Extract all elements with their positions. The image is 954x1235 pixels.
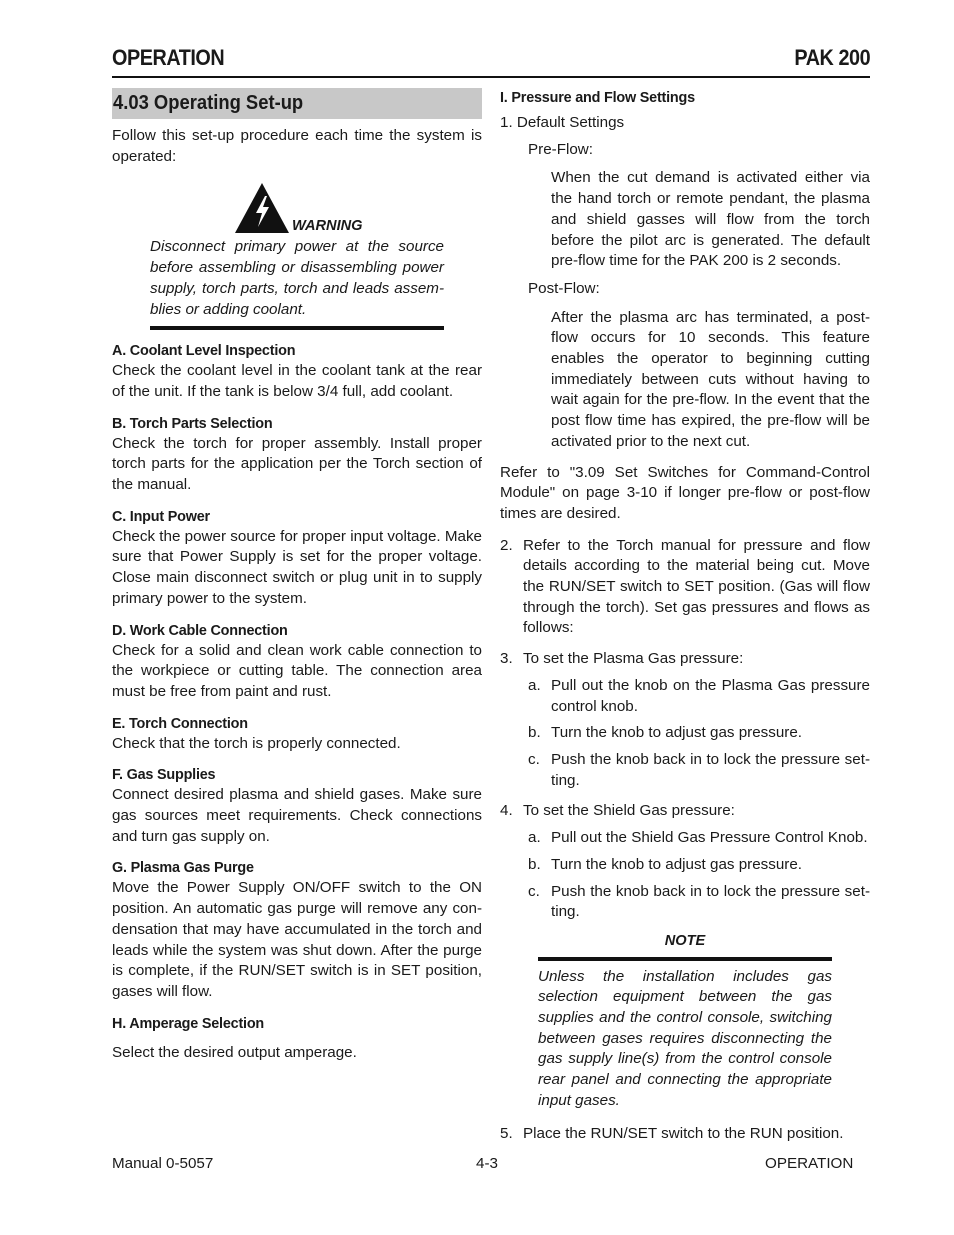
note-text: Unless the installation includes gas selection equipment between the gas supplies and the control console, switching between gases requires disconnecting the gas supply line(s) from the control console rear panel and connecting the appropriate input gases. — [538, 967, 832, 1109]
setup-section-c — [112, 507, 482, 610]
section-title: 4.03 Operating Set-up — [113, 92, 304, 114]
setup-section-d — [112, 621, 482, 703]
setup-section-h — [112, 1014, 482, 1064]
step-number: 2. — [500, 536, 513, 554]
section-heading: H. Amperage Selection — [112, 1015, 265, 1032]
step-text: Place the RUN/SET switch to the RUN position. — [523, 1124, 844, 1142]
step-number: 4. — [500, 802, 513, 820]
section-heading: C. Input Power — [112, 508, 210, 525]
preflow-text: When the cut demand is activated either via the hand torch or remote pendant, the plasma and shield gasses will flow from the torch before the pilot arc is generated. The default pre-flow time for the PAK 200 is 2 seconds. — [551, 169, 870, 270]
substep-letter: b. — [528, 724, 541, 742]
step-3 — [500, 649, 870, 670]
warning-title: WARNING — [292, 218, 363, 235]
substep-letter: a. — [528, 676, 541, 694]
section-heading: D. Work Cable Connection — [112, 622, 288, 639]
step-text: Refer to the Torch manual for pressure and flow details according to the material being cut. Move the RUN/SET switch to SET position. (Gas will flow through the torch). Set gas pressures and flows as follows: — [523, 536, 870, 637]
section-heading: F. Gas Supplies — [112, 767, 216, 784]
substep-letter: c. — [528, 750, 540, 768]
step-number: 5. — [500, 1124, 513, 1142]
step-number: 3. — [500, 650, 513, 668]
intro-paragraph: Follow this set-up procedure each time the system is operated: — [112, 127, 482, 165]
footer-section-name: OPERATION — [765, 1155, 854, 1172]
setup-section-f — [112, 765, 482, 847]
section-title-bar — [112, 88, 482, 119]
header-section-title: OPERATION — [112, 45, 225, 70]
substep-text: Push the knob back in to lock the pressure setting. — [551, 750, 870, 789]
substep-letter: a. — [528, 829, 541, 847]
left-column — [112, 88, 482, 1063]
high-voltage-warning-icon — [234, 182, 290, 234]
footer-page-number: 4-3 — [476, 1155, 498, 1172]
note-title: NOTE — [538, 931, 832, 961]
section-heading: E. Torch Connection — [112, 715, 248, 732]
section-heading: B. Torch Parts Selection — [112, 415, 273, 432]
section-text: Move the Power Supply ON/OFF switch to the ON position. An automatic gas purge will remove any condensation that may have accumulated in the torch and leads while the system was shut down. After the purge is complete, if the RUN/SET switch is in SET position, gases will flow. — [112, 879, 482, 1000]
setup-section-b — [112, 414, 482, 496]
step-text: To set the Plasma Gas pressure: — [523, 650, 744, 668]
section-text: Connect desired plasma and shield gases. Make sure gas sources meet requirements. Check connections and turn gas supply on. — [112, 786, 482, 845]
step-4-substep — [500, 855, 870, 876]
substep-text: Pull out the Shield Gas Pressure Control Knob. — [551, 829, 868, 847]
step-3-substep — [500, 723, 870, 744]
step-4-substep — [500, 828, 870, 849]
substep-letter: c. — [528, 882, 540, 900]
substep-text: Turn the knob to adjust gas pressure. — [551, 724, 803, 742]
step-5 — [500, 1124, 870, 1145]
postflow-label: Post-Flow: — [528, 279, 600, 297]
footer-manual-number: Manual 0-5057 — [112, 1155, 214, 1172]
header-product-name: PAK 200 — [794, 45, 870, 70]
substep-text: Pull out the knob on the Plasma Gas pressure control knob. — [551, 676, 870, 715]
postflow-text: After the plasma arc has terminated, a post-flow occurs for 10 seconds. This feature enables the operator to beginning cutting immediately between cuts without having to wait again for the pre-flow. In the event that the post flow time has expired, the pre-flow will be activated prior to the next cut. — [551, 308, 870, 450]
default-settings-item: 1. Default Settings — [500, 114, 625, 131]
section-text: Check the power source for proper input voltage. Make sure that Power Supply is set for the proper voltage. Close main disconnect switch or plug unit in to supply primary power to the system. — [112, 527, 482, 607]
step-3-substep — [500, 750, 870, 791]
step-2 — [500, 536, 870, 640]
section-heading: G. Plasma Gas Purge — [112, 860, 254, 877]
section-text: Check the coolant level in the coolant tank at the rear of the unit. If the tank is below 3/4 full, add coolant. — [112, 362, 482, 400]
warning-box — [150, 181, 444, 330]
section-text: Check the torch for proper assembly. Install proper torch parts for the application per the Torch section of the manual. — [112, 434, 482, 494]
preflow-label: Pre-Flow: — [528, 140, 593, 158]
setup-section-a — [112, 341, 482, 402]
step-text: To set the Shield Gas pressure: — [523, 802, 735, 820]
setup-section-g — [112, 858, 482, 1002]
step-4 — [500, 801, 870, 822]
step-3-substep — [500, 676, 870, 717]
step-4-substep — [500, 882, 870, 923]
substep-text: Push the knob back in to lock the pressure setting. — [551, 882, 870, 921]
section-text: Check for a solid and clean work cable connection to the workpiece or cutting table. The connection area must be free from paint and rust. — [112, 641, 482, 700]
warning-header — [150, 181, 444, 237]
warning-text: Disconnect primary power at the source before assembling or disassembling power supply, torch parts, torch and leads assemblies or adding coolant. — [150, 237, 444, 330]
setup-section-e — [112, 714, 482, 755]
section-text: Select the desired output amperage. — [112, 1043, 357, 1061]
refer-paragraph: Refer to "3.09 Set Switches for Command-Control Module" on page 3-10 if longer pre-flow or post-flow times are desired. — [500, 463, 870, 522]
note-box — [538, 931, 832, 1112]
substep-letter: b. — [528, 855, 541, 873]
pressure-flow-heading: I. Pressure and Flow Settings — [500, 90, 695, 106]
substep-text: Turn the knob to adjust gas pressure. — [551, 855, 803, 873]
section-heading: A. Coolant Level Inspection — [112, 343, 296, 360]
right-column — [500, 88, 870, 1144]
page-header — [112, 44, 870, 78]
section-text: Check that the torch is properly connected. — [112, 734, 401, 752]
